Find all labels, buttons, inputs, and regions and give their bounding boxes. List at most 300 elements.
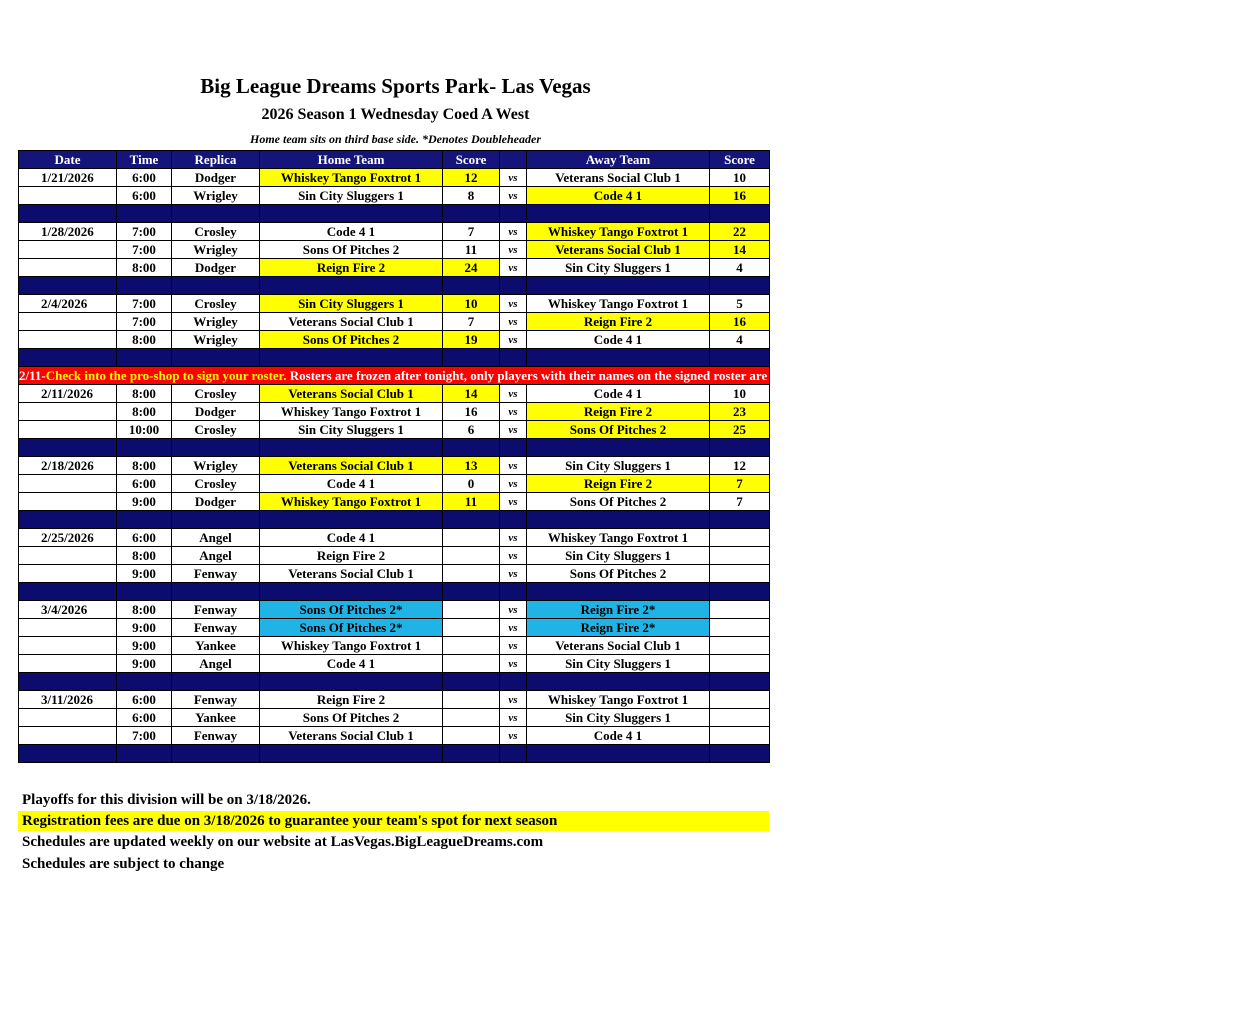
separator-cell <box>172 673 260 691</box>
separator-cell <box>527 583 710 601</box>
away-team: Reign Fire 2* <box>527 619 710 637</box>
separator-cell <box>172 583 260 601</box>
home-score <box>443 637 500 655</box>
vs-label: vs <box>500 601 527 619</box>
home-score: 16 <box>443 403 500 421</box>
home-team: Code 4 1 <box>260 223 443 241</box>
away-score: 14 <box>710 241 770 259</box>
home-team: Veterans Social Club 1 <box>260 313 443 331</box>
separator-cell <box>443 583 500 601</box>
game-row <box>19 691 770 709</box>
column-header <box>500 151 527 169</box>
away-team: Whiskey Tango Foxtrot 1 <box>527 691 710 709</box>
home-team: Sons Of Pitches 2* <box>260 601 443 619</box>
away-score: 7 <box>710 475 770 493</box>
schedule-note: Home team sits on third base side. *Denotes Doubleheader <box>250 132 541 146</box>
game-date <box>19 259 117 277</box>
home-score <box>443 547 500 565</box>
game-time: 6:00 <box>117 709 172 727</box>
separator-cell <box>500 277 527 295</box>
game-time: 7:00 <box>117 295 172 313</box>
separator-row <box>19 673 770 691</box>
away-score <box>710 709 770 727</box>
game-row <box>19 619 770 637</box>
separator-cell <box>443 439 500 457</box>
separator-cell <box>117 511 172 529</box>
field-replica: Fenway <box>172 619 260 637</box>
separator-cell <box>710 745 770 763</box>
home-score: 11 <box>443 493 500 511</box>
roster-notice <box>19 367 1242 385</box>
game-time: 8:00 <box>117 259 172 277</box>
away-team: Sin City Sluggers 1 <box>527 457 710 475</box>
game-time: 9:00 <box>117 565 172 583</box>
home-team: Whiskey Tango Foxtrot 1 <box>260 493 443 511</box>
notice-row <box>19 367 770 385</box>
separator-cell <box>260 583 443 601</box>
home-team: Sons Of Pitches 2 <box>260 709 443 727</box>
game-row <box>19 601 770 619</box>
away-score <box>710 619 770 637</box>
field-replica: Yankee <box>172 637 260 655</box>
game-row <box>19 259 770 277</box>
separator-cell <box>117 349 172 367</box>
home-score <box>443 619 500 637</box>
field-replica: Dodger <box>172 403 260 421</box>
home-score: 12 <box>443 169 500 187</box>
separator-cell <box>19 583 117 601</box>
change-note: Schedules are subject to change <box>22 856 225 872</box>
away-team: Whiskey Tango Foxtrot 1 <box>527 223 710 241</box>
away-team: Sons Of Pitches 2 <box>527 493 710 511</box>
separator-cell <box>443 349 500 367</box>
notice-text: Rosters are frozen after tonight, only players with their names on the signed roster are eligible for playoffs. Please check carefully as changes will not be made for omissions. <box>286 367 1242 383</box>
away-score: 16 <box>710 187 770 205</box>
registration-note: Registration fees are due on 3/18/2026 to guarantee your team's spot for next season <box>18 811 769 831</box>
field-replica: Wrigley <box>172 331 260 349</box>
game-time: 8:00 <box>117 403 172 421</box>
away-team: Whiskey Tango Foxtrot 1 <box>527 529 710 547</box>
away-score <box>710 637 770 655</box>
game-date: 2/18/2026 <box>19 457 117 475</box>
home-team: Code 4 1 <box>260 475 443 493</box>
separator-row <box>19 439 770 457</box>
separator-cell <box>527 439 710 457</box>
home-team: Veterans Social Club 1 <box>260 565 443 583</box>
field-replica: Crosley <box>172 223 260 241</box>
game-date: 2/25/2026 <box>19 529 117 547</box>
home-score <box>443 691 500 709</box>
away-team: Sin City Sluggers 1 <box>527 547 710 565</box>
game-time: 7:00 <box>117 727 172 745</box>
field-replica: Fenway <box>172 691 260 709</box>
column-header: Time <box>117 151 172 169</box>
home-team: Whiskey Tango Foxtrot 1 <box>260 169 443 187</box>
game-time: 6:00 <box>117 691 172 709</box>
field-replica: Crosley <box>172 295 260 313</box>
game-date <box>19 187 117 205</box>
game-row <box>19 169 770 187</box>
game-row <box>19 241 770 259</box>
separator-cell <box>710 205 770 223</box>
home-team: Sin City Sluggers 1 <box>260 421 443 439</box>
vs-label: vs <box>500 457 527 475</box>
separator-cell <box>117 277 172 295</box>
vs-label: vs <box>500 529 527 547</box>
game-time: 8:00 <box>117 385 172 403</box>
away-team: Sin City Sluggers 1 <box>527 709 710 727</box>
separator-row <box>19 205 770 223</box>
home-score: 6 <box>443 421 500 439</box>
vs-label: vs <box>500 565 527 583</box>
game-date <box>19 655 117 673</box>
separator-cell <box>19 349 117 367</box>
game-time: 7:00 <box>117 241 172 259</box>
separator-cell <box>443 745 500 763</box>
field-replica: Fenway <box>172 601 260 619</box>
game-row <box>19 655 770 673</box>
home-team: Sin City Sluggers 1 <box>260 295 443 313</box>
field-replica: Fenway <box>172 727 260 745</box>
home-score <box>443 601 500 619</box>
game-time: 6:00 <box>117 187 172 205</box>
away-team: Veterans Social Club 1 <box>527 637 710 655</box>
separator-cell <box>710 673 770 691</box>
home-team: Code 4 1 <box>260 655 443 673</box>
vs-label: vs <box>500 385 527 403</box>
separator-row <box>19 511 770 529</box>
separator-cell <box>260 511 443 529</box>
game-row <box>19 637 770 655</box>
separator-cell <box>443 673 500 691</box>
field-replica: Angel <box>172 529 260 547</box>
game-date: 1/21/2026 <box>19 169 117 187</box>
separator-cell <box>500 205 527 223</box>
away-team: Code 4 1 <box>527 331 710 349</box>
game-row <box>19 421 770 439</box>
game-row <box>19 385 770 403</box>
game-date <box>19 565 117 583</box>
away-score: 7 <box>710 493 770 511</box>
vs-label: vs <box>500 637 527 655</box>
vs-label: vs <box>500 313 527 331</box>
vs-label: vs <box>500 403 527 421</box>
away-team: Code 4 1 <box>527 385 710 403</box>
game-date <box>19 331 117 349</box>
separator-cell <box>710 277 770 295</box>
home-score: 11 <box>443 241 500 259</box>
separator-row <box>19 349 770 367</box>
game-row <box>19 547 770 565</box>
column-header: Score <box>443 151 500 169</box>
away-team: Sin City Sluggers 1 <box>527 259 710 277</box>
vs-label: vs <box>500 709 527 727</box>
away-team: Sin City Sluggers 1 <box>527 655 710 673</box>
home-score: 7 <box>443 313 500 331</box>
separator-cell <box>19 205 117 223</box>
separator-cell <box>500 439 527 457</box>
separator-cell <box>500 349 527 367</box>
vs-label: vs <box>500 547 527 565</box>
home-score: 13 <box>443 457 500 475</box>
vs-label: vs <box>500 169 527 187</box>
home-score <box>443 727 500 745</box>
away-team: Whiskey Tango Foxtrot 1 <box>527 295 710 313</box>
game-date <box>19 547 117 565</box>
game-time: 8:00 <box>117 601 172 619</box>
separator-cell <box>710 349 770 367</box>
vs-label: vs <box>500 421 527 439</box>
game-date <box>19 475 117 493</box>
game-time: 8:00 <box>117 547 172 565</box>
game-date: 1/28/2026 <box>19 223 117 241</box>
game-date <box>19 241 117 259</box>
field-replica: Wrigley <box>172 241 260 259</box>
separator-cell <box>19 745 117 763</box>
home-score: 14 <box>443 385 500 403</box>
home-score <box>443 709 500 727</box>
game-time: 7:00 <box>117 313 172 331</box>
separator-cell <box>500 745 527 763</box>
away-team: Code 4 1 <box>527 187 710 205</box>
field-replica: Fenway <box>172 565 260 583</box>
away-score: 12 <box>710 457 770 475</box>
home-team: Sons Of Pitches 2 <box>260 331 443 349</box>
game-date <box>19 709 117 727</box>
game-row <box>19 223 770 241</box>
away-score <box>710 727 770 745</box>
separator-cell <box>443 277 500 295</box>
home-team: Reign Fire 2 <box>260 547 443 565</box>
separator-cell <box>527 673 710 691</box>
separator-cell <box>260 673 443 691</box>
vs-label: vs <box>500 331 527 349</box>
game-row <box>19 313 770 331</box>
away-team: Sons Of Pitches 2 <box>527 421 710 439</box>
separator-cell <box>117 583 172 601</box>
home-score: 10 <box>443 295 500 313</box>
game-date <box>19 403 117 421</box>
vs-label: vs <box>500 727 527 745</box>
vs-label: vs <box>500 619 527 637</box>
field-replica: Wrigley <box>172 187 260 205</box>
separator-cell <box>117 439 172 457</box>
separator-cell <box>260 439 443 457</box>
field-replica: Dodger <box>172 169 260 187</box>
game-row <box>19 403 770 421</box>
notice-date: 2/11- <box>19 367 46 383</box>
separator-cell <box>260 349 443 367</box>
field-replica: Angel <box>172 547 260 565</box>
home-team: Veterans Social Club 1 <box>260 385 443 403</box>
field-replica: Wrigley <box>172 457 260 475</box>
vs-label: vs <box>500 475 527 493</box>
column-header: Replica <box>172 151 260 169</box>
away-team: Reign Fire 2* <box>527 601 710 619</box>
home-team: Code 4 1 <box>260 529 443 547</box>
game-time: 9:00 <box>117 655 172 673</box>
column-header: Date <box>19 151 117 169</box>
game-date <box>19 637 117 655</box>
field-replica: Wrigley <box>172 313 260 331</box>
home-score <box>443 655 500 673</box>
schedule-table <box>18 150 1242 763</box>
separator-cell <box>172 439 260 457</box>
vs-label: vs <box>500 691 527 709</box>
game-date <box>19 493 117 511</box>
home-team: Reign Fire 2 <box>260 691 443 709</box>
home-team: Sin City Sluggers 1 <box>260 187 443 205</box>
vs-label: vs <box>500 295 527 313</box>
vs-label: vs <box>500 655 527 673</box>
separator-cell <box>500 673 527 691</box>
game-row <box>19 187 770 205</box>
vs-label: vs <box>500 259 527 277</box>
vs-label: vs <box>500 241 527 259</box>
field-replica: Crosley <box>172 385 260 403</box>
away-team: Sons Of Pitches 2 <box>527 565 710 583</box>
game-row <box>19 457 770 475</box>
table-header-row <box>19 151 770 169</box>
game-time: 6:00 <box>117 169 172 187</box>
separator-row <box>19 583 770 601</box>
away-score: 16 <box>710 313 770 331</box>
home-score: 7 <box>443 223 500 241</box>
away-team: Reign Fire 2 <box>527 313 710 331</box>
game-row <box>19 709 770 727</box>
website-note: Schedules are updated weekly on our website at LasVegas.BigLeagueDreams.com <box>22 834 544 850</box>
game-time: 8:00 <box>117 457 172 475</box>
away-score: 4 <box>710 259 770 277</box>
vs-label: vs <box>500 493 527 511</box>
game-date <box>19 313 117 331</box>
playoffs-note: Playoffs for this division will be on 3/18/2026. <box>22 792 311 808</box>
separator-cell <box>443 205 500 223</box>
separator-cell <box>172 349 260 367</box>
separator-cell <box>19 511 117 529</box>
game-date <box>19 619 117 637</box>
separator-cell <box>19 673 117 691</box>
separator-cell <box>527 511 710 529</box>
separator-cell <box>710 583 770 601</box>
field-replica: Dodger <box>172 259 260 277</box>
away-team: Reign Fire 2 <box>527 475 710 493</box>
notice-highlight: Check into the pro-shop to sign your roster. <box>45 367 287 383</box>
game-time: 9:00 <box>117 493 172 511</box>
game-date: 2/4/2026 <box>19 295 117 313</box>
vs-label: vs <box>500 187 527 205</box>
away-score: 23 <box>710 403 770 421</box>
home-team: Whiskey Tango Foxtrot 1 <box>260 637 443 655</box>
home-score: 0 <box>443 475 500 493</box>
separator-cell <box>117 673 172 691</box>
away-team: Veterans Social Club 1 <box>527 241 710 259</box>
game-time: 9:00 <box>117 619 172 637</box>
separator-cell <box>527 349 710 367</box>
home-score <box>443 565 500 583</box>
away-team: Reign Fire 2 <box>527 403 710 421</box>
game-time: 7:00 <box>117 223 172 241</box>
home-score <box>443 529 500 547</box>
home-team: Sons Of Pitches 2 <box>260 241 443 259</box>
field-replica: Dodger <box>172 493 260 511</box>
separator-row <box>19 745 770 763</box>
away-score <box>710 547 770 565</box>
away-team: Veterans Social Club 1 <box>527 169 710 187</box>
separator-cell <box>710 439 770 457</box>
separator-cell <box>260 205 443 223</box>
field-replica: Yankee <box>172 709 260 727</box>
separator-row <box>19 277 770 295</box>
separator-cell <box>443 511 500 529</box>
game-row <box>19 493 770 511</box>
separator-cell <box>527 205 710 223</box>
game-date <box>19 727 117 745</box>
away-score: 25 <box>710 421 770 439</box>
game-row <box>19 727 770 745</box>
away-score <box>710 601 770 619</box>
away-score: 10 <box>710 169 770 187</box>
separator-cell <box>117 745 172 763</box>
game-date: 3/4/2026 <box>19 601 117 619</box>
vs-label: vs <box>500 223 527 241</box>
separator-cell <box>172 511 260 529</box>
home-score: 8 <box>443 187 500 205</box>
away-score <box>710 529 770 547</box>
away-score: 5 <box>710 295 770 313</box>
field-replica: Crosley <box>172 421 260 439</box>
game-row <box>19 565 770 583</box>
home-team: Veterans Social Club 1 <box>260 727 443 745</box>
separator-cell <box>260 745 443 763</box>
game-row <box>19 331 770 349</box>
away-score <box>710 655 770 673</box>
game-time: 10:00 <box>117 421 172 439</box>
separator-cell <box>527 745 710 763</box>
away-score: 4 <box>710 331 770 349</box>
game-date: 2/11/2026 <box>19 385 117 403</box>
game-time: 6:00 <box>117 529 172 547</box>
separator-cell <box>172 277 260 295</box>
game-row <box>19 295 770 313</box>
home-team: Sons Of Pitches 2* <box>260 619 443 637</box>
column-header: Score <box>710 151 770 169</box>
separator-cell <box>500 511 527 529</box>
column-header: Home Team <box>260 151 443 169</box>
away-score: 10 <box>710 385 770 403</box>
page-title: Big League Dreams Sports Park- Las Vegas <box>200 74 591 98</box>
away-score: 22 <box>710 223 770 241</box>
game-row <box>19 529 770 547</box>
game-date: 3/11/2026 <box>19 691 117 709</box>
game-row <box>19 475 770 493</box>
home-team: Whiskey Tango Foxtrot 1 <box>260 403 443 421</box>
separator-cell <box>500 583 527 601</box>
home-team: Reign Fire 2 <box>260 259 443 277</box>
separator-cell <box>527 277 710 295</box>
separator-cell <box>260 277 443 295</box>
game-time: 8:00 <box>117 331 172 349</box>
away-score <box>710 565 770 583</box>
field-replica: Crosley <box>172 475 260 493</box>
away-score <box>710 691 770 709</box>
field-replica: Angel <box>172 655 260 673</box>
home-score: 24 <box>443 259 500 277</box>
separator-cell <box>710 511 770 529</box>
home-score: 19 <box>443 331 500 349</box>
game-time: 9:00 <box>117 637 172 655</box>
game-date <box>19 421 117 439</box>
